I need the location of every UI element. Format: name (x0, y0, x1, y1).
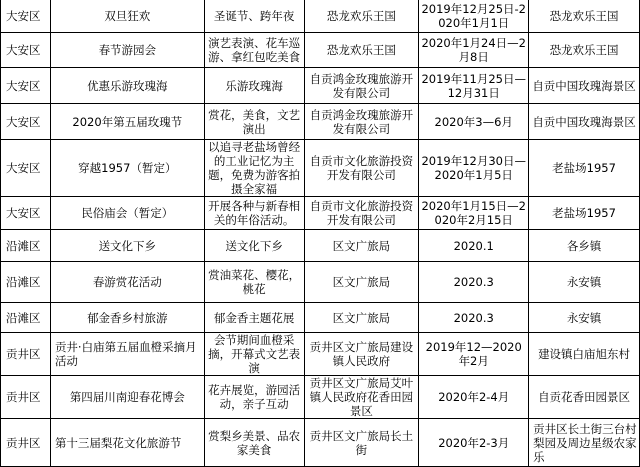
table-row (1, 68, 640, 104)
time-cell: 2020年1月15日—2020年2月15日 (419, 197, 529, 230)
organizer-cell: 区文广旅局 (304, 262, 419, 303)
activity-cell: 民俗庙会（暂定） (50, 197, 204, 230)
organizer-cell: 贡井区文广旅局艾叶镇人民政府花香田园景区 (304, 376, 419, 419)
activity-cell: 2020年第五届玫瑰节 (50, 104, 204, 140)
time-cell: 2020.3 (419, 303, 529, 333)
table-row (1, 33, 640, 68)
district-cell: 贡井区 (1, 419, 51, 467)
district-cell: 大安区 (1, 0, 51, 33)
content-cell: 郁金香主题花展 (204, 303, 304, 333)
time-cell: 2020年1月24日—2月8日 (419, 33, 529, 68)
location-cell: 永安镇 (529, 262, 640, 303)
table-row (1, 197, 640, 230)
table-row (1, 104, 640, 140)
organizer-cell: 区文广旅局 (304, 303, 419, 333)
activity-cell: 双旦狂欢 (50, 0, 204, 33)
organizer-cell: 自贡鸿金玫瑰旅游开发有限公司 (304, 104, 419, 140)
table-row (1, 333, 640, 376)
time-cell: 2020年2-3月 (419, 419, 529, 467)
district-cell: 沿滩区 (1, 262, 51, 303)
content-cell: 演艺表演、花车巡游、拿红包吃美食 (204, 33, 304, 68)
time-cell: 2020年2-4月 (419, 376, 529, 419)
content-cell: 赏梨乡美景、品农家美食 (204, 419, 304, 467)
content-cell: 以追寻老盐场曾经的工业记忆为主题，免费为游客拍摄全家福 (204, 140, 304, 197)
district-cell: 沿滩区 (1, 303, 51, 333)
organizer-cell: 恐龙欢乐王国 (304, 33, 419, 68)
time-cell: 2020年3—6月 (419, 104, 529, 140)
content-cell: 赏花，美食，文艺演出 (204, 104, 304, 140)
content-cell: 送文化下乡 (204, 230, 304, 262)
time-cell: 2019年11月25日—12月31日 (419, 68, 529, 104)
location-cell: 自贡花香田园景区 (529, 376, 640, 419)
table-row (1, 376, 640, 419)
location-cell: 自贡中国玫瑰海景区 (529, 68, 640, 104)
location-cell: 老盐场1957 (529, 197, 640, 230)
content-cell: 圣诞节、跨年夜 (204, 0, 304, 33)
organizer-cell: 自贡鸿金玫瑰旅游开发有限公司 (304, 68, 419, 104)
activity-cell: 优惠乐游玫瑰海 (50, 68, 204, 104)
location-cell: 恐龙欢乐王国 (529, 0, 640, 33)
district-cell: 沿滩区 (1, 230, 51, 262)
location-cell: 贡井区长土街三台村梨园及周边星级农家乐 (529, 419, 640, 467)
district-cell: 大安区 (1, 33, 51, 68)
location-cell: 建设镇白庙旭东村 (529, 333, 640, 376)
activity-cell: 春节游园会 (50, 33, 204, 68)
activity-cell: 穿越1957（暂定） (50, 140, 204, 197)
table-row (1, 262, 640, 303)
district-cell: 贡井区 (1, 333, 51, 376)
location-cell: 老盐场1957 (529, 140, 640, 197)
activity-cell: 第四届川南迎春花博会 (50, 376, 204, 419)
activity-cell: 第十三届梨花文化旅游节 (50, 419, 204, 467)
location-cell: 自贡中国玫瑰海景区 (529, 104, 640, 140)
organizer-cell: 恐龙欢乐王国 (304, 0, 419, 33)
district-cell: 大安区 (1, 197, 51, 230)
activity-cell: 郁金香乡村旅游 (50, 303, 204, 333)
district-cell: 大安区 (1, 104, 51, 140)
time-cell: 2020.3 (419, 262, 529, 303)
district-cell: 大安区 (1, 140, 51, 197)
content-cell: 花卉展览，游园活动，亲子互动 (204, 376, 304, 419)
organizer-cell: 自贡市文化旅游投资开发有限公司 (304, 140, 419, 197)
organizer-cell: 贡井区文广旅局长土街 (304, 419, 419, 467)
location-cell: 恐龙欢乐王国 (529, 33, 640, 68)
location-cell: 各乡镇 (529, 230, 640, 262)
table-row (1, 303, 640, 333)
content-cell: 会节期间血橙采摘，开幕式文艺表演 (204, 333, 304, 376)
time-cell: 2019年12月30日—2020年1月5日 (419, 140, 529, 197)
content-cell: 开展各种与新春相关的年俗活动。 (204, 197, 304, 230)
organizer-cell: 自贡市文化旅游投资开发有限公司 (304, 197, 419, 230)
table-row (1, 419, 640, 467)
time-cell: 2020.1 (419, 230, 529, 262)
district-cell: 贡井区 (1, 376, 51, 419)
content-cell: 乐游玫瑰海 (204, 68, 304, 104)
table-row (1, 230, 640, 262)
table-row (1, 0, 640, 33)
content-cell: 赏油菜花、樱花，桃花 (204, 262, 304, 303)
organizer-cell: 区文广旅局 (304, 230, 419, 262)
location-cell: 永安镇 (529, 303, 640, 333)
time-cell: 2019年12—2020年2月 (419, 333, 529, 376)
activity-cell: 送文化下乡 (50, 230, 204, 262)
activity-cell: 春游赏花活动 (50, 262, 204, 303)
time-cell: 2019年12月25日-2020年1月1日 (419, 0, 529, 33)
activity-cell: 贡井·白庙第五届血橙采摘月活动 (50, 333, 204, 376)
district-cell: 大安区 (1, 68, 51, 104)
organizer-cell: 贡井区文广旅局建设镇人民政府 (304, 333, 419, 376)
table-row (1, 140, 640, 197)
